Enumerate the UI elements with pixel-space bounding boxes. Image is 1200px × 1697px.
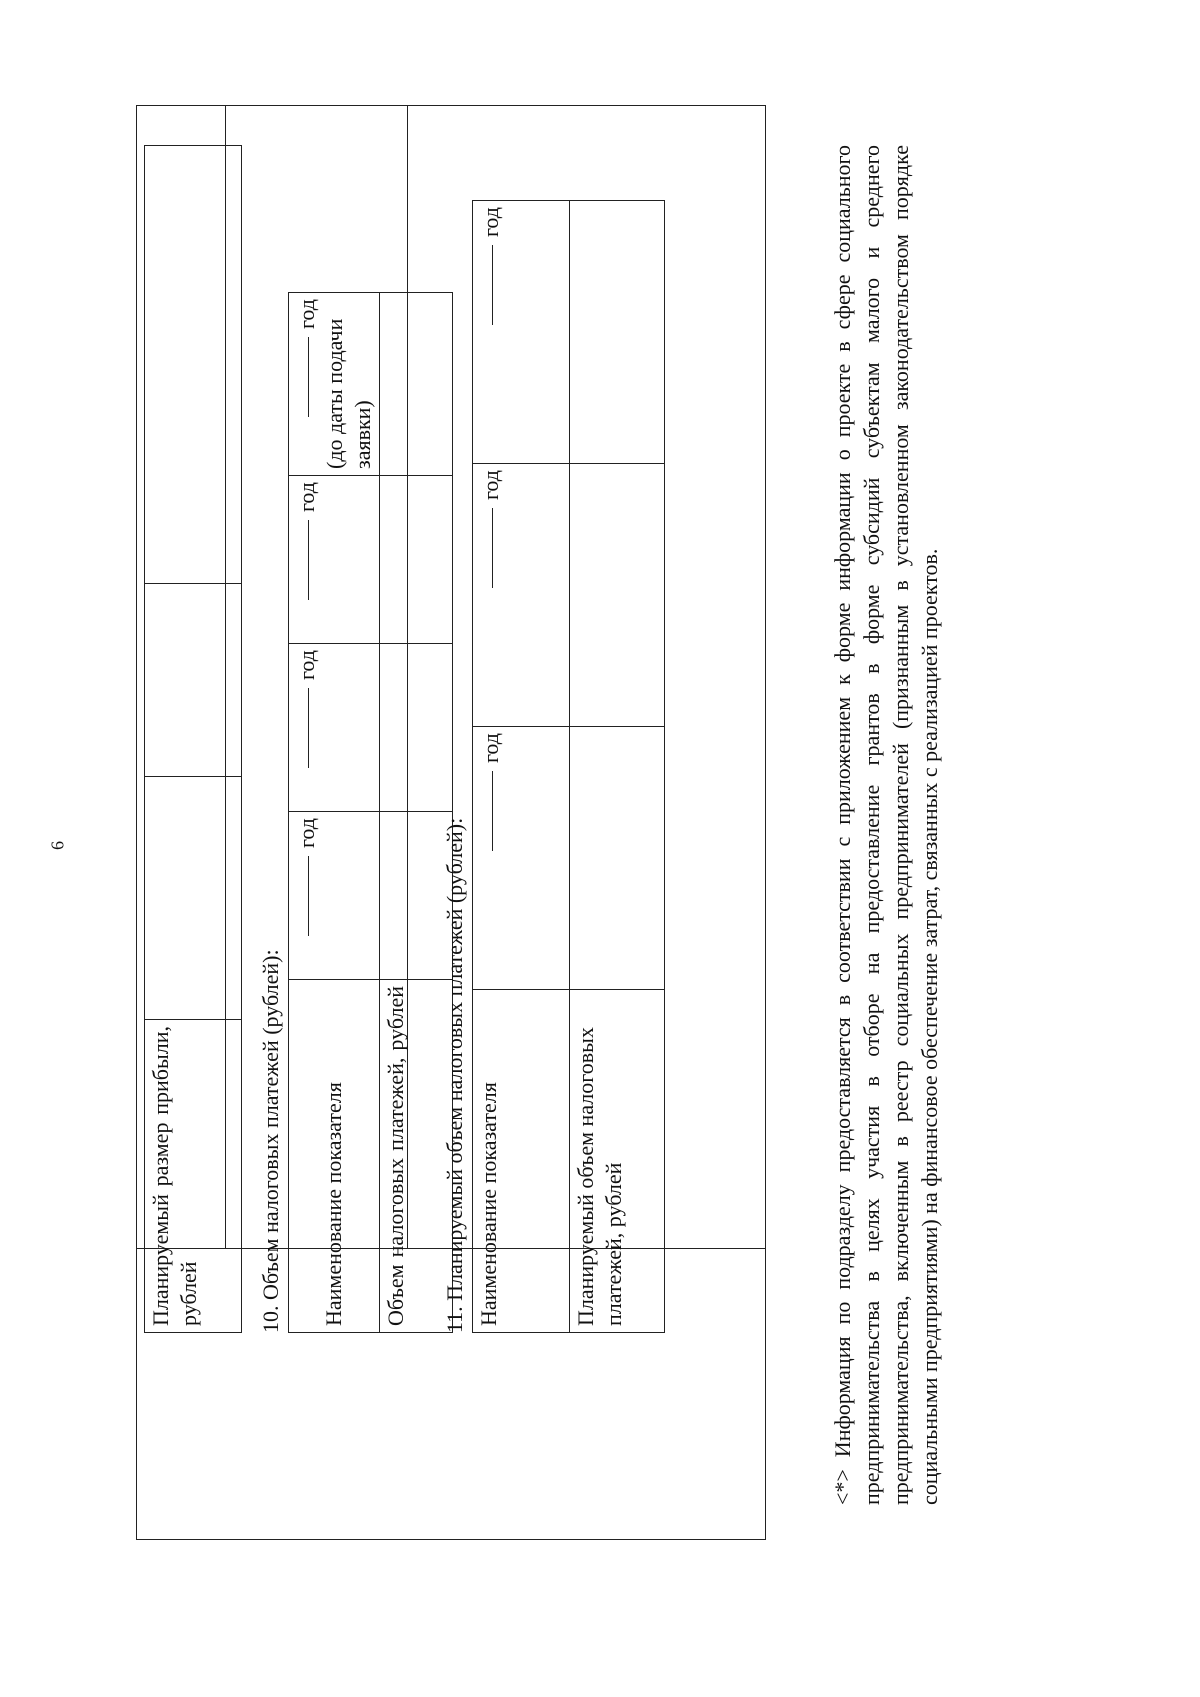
plan-value-1 bbox=[570, 727, 665, 990]
footnote: <*> Информация по подразделу предоставляется в соответствии с приложением к форме информации о проекте в сфере социального предпринимательства в целях участия в отборе на предоставление грантов в форме субсидий субъектам малого и среднего предпринимательства, включенным в реестр социальных предпринимателей (признанным в установленном законодательством порядке социальными предприятиями) на финансовое обеспечение затрат, связанных с реализацией проектов. bbox=[830, 145, 942, 1505]
tax-row-label: Объем налоговых платежей, рублей bbox=[380, 980, 453, 1333]
tax-col-4: год (до даты подачи заявки) bbox=[289, 293, 380, 476]
plan-col-3: год bbox=[473, 201, 570, 464]
tax-col-3: год bbox=[289, 476, 380, 644]
profit-cell-1 bbox=[145, 777, 242, 1020]
page-number: 6 bbox=[47, 841, 68, 850]
section11-title: 11. Планируемый объем налоговых платежей (рублей): bbox=[442, 817, 467, 1333]
tax-col-1: год bbox=[289, 812, 380, 980]
plan-header-label: Наименование показателя bbox=[473, 990, 570, 1333]
tax-value-3 bbox=[380, 476, 453, 644]
tax-col-2: год bbox=[289, 644, 380, 812]
plan-value-3 bbox=[570, 201, 665, 464]
plan-col-1: год bbox=[473, 727, 570, 990]
plan-col-2: год bbox=[473, 464, 570, 727]
profit-cell-3 bbox=[145, 146, 242, 584]
tax-value-2 bbox=[380, 644, 453, 812]
profit-table bbox=[144, 145, 242, 1333]
tax-header-label: Наименование показателя bbox=[289, 980, 380, 1333]
profit-label: Планируемый размер прибыли, рублей bbox=[145, 1020, 242, 1333]
plan-value-2 bbox=[570, 464, 665, 727]
plan-table bbox=[472, 200, 665, 1333]
tax-value-4 bbox=[380, 293, 453, 476]
plan-row-label: Планируемый объем налоговых платежей, рублей bbox=[570, 990, 665, 1333]
tax-table bbox=[288, 292, 453, 1333]
section10-title: 10. Объем налоговых платежей (рублей): bbox=[258, 949, 283, 1333]
profit-cell-2 bbox=[145, 584, 242, 777]
